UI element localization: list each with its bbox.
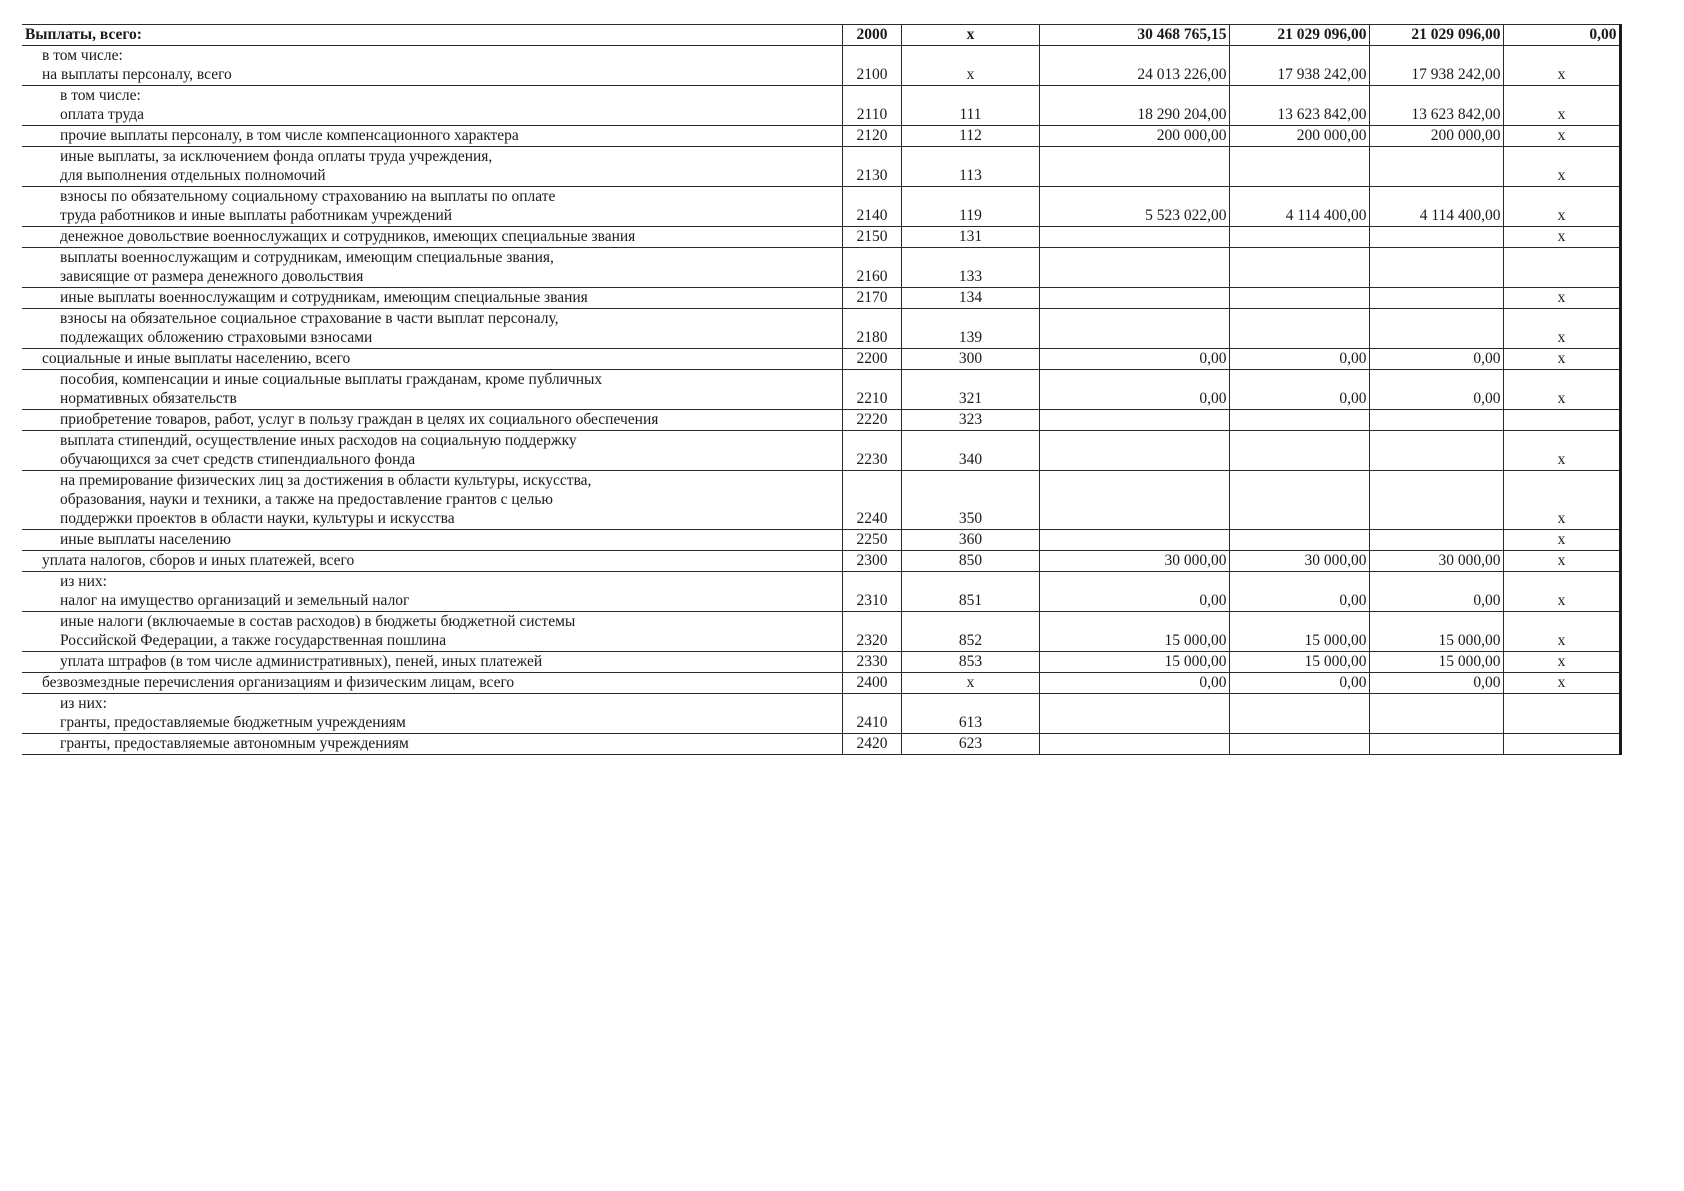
row-name-line: выплаты военнослужащим и сотрудникам, имеющим специальные звания, [60, 249, 554, 266]
row-code: 2150 [842, 227, 901, 248]
expenditure-table [22, 24, 1622, 755]
row-kbk: 112 [901, 126, 1039, 147]
row-name [22, 431, 842, 471]
row-value-3: 15 000,00 [1369, 612, 1503, 652]
row-value-4: x [1503, 309, 1620, 349]
table-row [22, 551, 1620, 572]
row-name-line: зависящие от размера денежного довольствия [60, 268, 364, 285]
row-kbk: 133 [901, 248, 1039, 288]
row-kbk: x [901, 25, 1039, 46]
row-code: 2400 [842, 673, 901, 694]
row-name [22, 25, 842, 46]
row-value-1: 18 290 204,00 [1039, 86, 1229, 126]
row-name-line: подлежащих обложению страховыми взносами [60, 329, 373, 346]
row-name-line: образования, науки и техники, а также на предоставление грантов с целью [60, 491, 553, 508]
row-name [22, 471, 842, 530]
row-value-1 [1039, 471, 1229, 530]
row-value-2: 17 938 242,00 [1229, 46, 1369, 86]
row-code: 2170 [842, 288, 901, 309]
row-value-1: 15 000,00 [1039, 652, 1229, 673]
row-name-line: пособия, компенсации и иные социальные выплаты гражданам, кроме публичных [60, 371, 603, 388]
row-value-3 [1369, 530, 1503, 551]
row-value-3 [1369, 227, 1503, 248]
row-kbk: 623 [901, 734, 1039, 755]
row-name-line: уплата налогов, сборов и иных платежей, всего [42, 552, 355, 569]
row-kbk: 323 [901, 410, 1039, 431]
row-kbk: 113 [901, 147, 1039, 187]
row-value-2 [1229, 248, 1369, 288]
row-value-4 [1503, 694, 1620, 734]
table-row [22, 86, 1620, 126]
row-value-3: 13 623 842,00 [1369, 86, 1503, 126]
row-code: 2250 [842, 530, 901, 551]
row-name-line: денежное довольствие военнослужащих и сотрудников, имеющих специальные звания [60, 228, 636, 245]
row-code: 2110 [842, 86, 901, 126]
row-name-line: взносы по обязательному социальному страхованию на выплаты по оплате [60, 188, 556, 205]
row-code: 2210 [842, 370, 901, 410]
row-name [22, 46, 842, 86]
row-code: 2180 [842, 309, 901, 349]
row-name [22, 370, 842, 410]
row-value-1: 200 000,00 [1039, 126, 1229, 147]
row-name [22, 673, 842, 694]
row-value-2 [1229, 431, 1369, 471]
row-name-line: Российской Федерации, а также государственная пошлина [60, 632, 447, 649]
row-value-4: x [1503, 288, 1620, 309]
row-code: 2300 [842, 551, 901, 572]
table-row [22, 471, 1620, 530]
row-name-line: нормативных обязательств [60, 390, 237, 407]
row-code: 2130 [842, 147, 901, 187]
row-value-2 [1229, 471, 1369, 530]
row-value-3: 17 938 242,00 [1369, 46, 1503, 86]
row-kbk: 340 [901, 431, 1039, 471]
table-row [22, 370, 1620, 410]
table-row [22, 734, 1620, 755]
row-value-2 [1229, 147, 1369, 187]
row-value-4: x [1503, 147, 1620, 187]
row-value-1: 0,00 [1039, 349, 1229, 370]
row-value-2 [1229, 694, 1369, 734]
row-code: 2100 [842, 46, 901, 86]
row-value-2: 4 114 400,00 [1229, 187, 1369, 227]
row-code: 2220 [842, 410, 901, 431]
row-name-line: Выплаты, всего: [25, 26, 142, 43]
row-kbk: 111 [901, 86, 1039, 126]
row-name-line: прочие выплаты персоналу, в том числе компенсационного характера [60, 127, 519, 144]
row-value-4: x [1503, 187, 1620, 227]
row-code: 2310 [842, 572, 901, 612]
row-name-line: иные налоги (включаемые в состав расходов) в бюджеты бюджетной системы [60, 613, 576, 630]
row-value-3: 0,00 [1369, 349, 1503, 370]
row-name-line: социальные и иные выплаты населению, всего [42, 350, 351, 367]
row-value-2: 0,00 [1229, 349, 1369, 370]
row-code: 2230 [842, 431, 901, 471]
row-name-line: выплата стипендий, осуществление иных расходов на социальную поддержку [60, 432, 577, 449]
row-value-4: x [1503, 86, 1620, 126]
row-value-4: x [1503, 673, 1620, 694]
row-value-3 [1369, 694, 1503, 734]
row-value-3 [1369, 147, 1503, 187]
row-name [22, 652, 842, 673]
row-name-line: налог на имущество организаций и земельный налог [60, 592, 410, 609]
row-name-line: взносы на обязательное социальное страхование в части выплат персоналу, [60, 310, 559, 327]
row-value-2: 0,00 [1229, 673, 1369, 694]
row-name [22, 410, 842, 431]
row-code: 2160 [842, 248, 901, 288]
row-value-1 [1039, 147, 1229, 187]
row-value-4: x [1503, 572, 1620, 612]
row-name-line: безвозмездные перечисления организациям и физическим лицам, всего [42, 674, 515, 691]
row-value-4: x [1503, 46, 1620, 86]
row-value-3: 200 000,00 [1369, 126, 1503, 147]
row-name-line: оплата труда [60, 106, 145, 123]
row-value-4: x [1503, 652, 1620, 673]
row-value-1: 0,00 [1039, 370, 1229, 410]
row-name-line: поддержки проектов в области науки, культуры и искусства [60, 510, 455, 527]
row-value-2 [1229, 309, 1369, 349]
row-value-3: 0,00 [1369, 572, 1503, 612]
table-row [22, 309, 1620, 349]
row-value-1 [1039, 227, 1229, 248]
row-name-line: в том числе: [42, 47, 123, 64]
table-row [22, 227, 1620, 248]
row-name-line: гранты, предоставляемые автономным учреждениям [60, 735, 409, 752]
row-kbk: 321 [901, 370, 1039, 410]
row-code: 2120 [842, 126, 901, 147]
row-value-3 [1369, 734, 1503, 755]
table-row [22, 410, 1620, 431]
row-value-1 [1039, 248, 1229, 288]
row-value-2: 15 000,00 [1229, 612, 1369, 652]
table-row [22, 288, 1620, 309]
row-value-1: 5 523 022,00 [1039, 187, 1229, 227]
table-row [22, 187, 1620, 227]
row-name [22, 530, 842, 551]
table-row [22, 431, 1620, 471]
row-name-line: на премирование физических лиц за достижения в области культуры, искусства, [60, 472, 592, 489]
table-row [22, 673, 1620, 694]
row-value-4: x [1503, 349, 1620, 370]
row-value-2 [1229, 734, 1369, 755]
row-kbk: 134 [901, 288, 1039, 309]
row-value-3: 21 029 096,00 [1369, 25, 1503, 46]
row-value-1: 0,00 [1039, 673, 1229, 694]
row-name-line: на выплаты персоналу, всего [42, 66, 232, 83]
table-row [22, 530, 1620, 551]
row-value-4 [1503, 410, 1620, 431]
row-value-1: 30 468 765,15 [1039, 25, 1229, 46]
row-name [22, 612, 842, 652]
row-value-4: x [1503, 612, 1620, 652]
row-value-2: 15 000,00 [1229, 652, 1369, 673]
table-row [22, 694, 1620, 734]
row-kbk: 300 [901, 349, 1039, 370]
row-kbk: 853 [901, 652, 1039, 673]
row-name-line: в том числе: [60, 87, 141, 104]
row-name-line: уплата штрафов (в том числе административных), пеней, иных платежей [60, 653, 543, 670]
row-value-2 [1229, 410, 1369, 431]
row-value-2: 13 623 842,00 [1229, 86, 1369, 126]
row-kbk: 360 [901, 530, 1039, 551]
row-value-3 [1369, 410, 1503, 431]
row-value-3: 4 114 400,00 [1369, 187, 1503, 227]
row-name-line: труда работников и иные выплаты работникам учреждений [60, 207, 453, 224]
row-value-1: 0,00 [1039, 572, 1229, 612]
row-kbk: 852 [901, 612, 1039, 652]
row-value-3: 15 000,00 [1369, 652, 1503, 673]
row-kbk: 350 [901, 471, 1039, 530]
table-row [22, 248, 1620, 288]
row-name [22, 187, 842, 227]
row-value-1: 30 000,00 [1039, 551, 1229, 572]
row-value-1 [1039, 288, 1229, 309]
row-value-4 [1503, 734, 1620, 755]
row-value-4: x [1503, 431, 1620, 471]
row-kbk: 131 [901, 227, 1039, 248]
row-value-3 [1369, 431, 1503, 471]
table-row [22, 349, 1620, 370]
table-row [22, 25, 1620, 46]
row-name-line: иные выплаты населению [60, 531, 231, 548]
row-value-4: 0,00 [1503, 25, 1620, 46]
row-name [22, 288, 842, 309]
row-kbk: 613 [901, 694, 1039, 734]
row-name-line: гранты, предоставляемые бюджетным учреждениям [60, 714, 406, 731]
row-name [22, 694, 842, 734]
table-row [22, 612, 1620, 652]
row-name [22, 572, 842, 612]
row-kbk: 139 [901, 309, 1039, 349]
row-value-3: 0,00 [1369, 673, 1503, 694]
row-value-2: 21 029 096,00 [1229, 25, 1369, 46]
row-name-line: из них: [60, 695, 107, 712]
row-value-1: 15 000,00 [1039, 612, 1229, 652]
row-code: 2330 [842, 652, 901, 673]
row-value-1: 24 013 226,00 [1039, 46, 1229, 86]
row-value-4: x [1503, 530, 1620, 551]
row-value-3 [1369, 471, 1503, 530]
row-value-2: 0,00 [1229, 572, 1369, 612]
row-value-4 [1503, 248, 1620, 288]
row-value-1 [1039, 530, 1229, 551]
row-kbk: 850 [901, 551, 1039, 572]
row-value-1 [1039, 694, 1229, 734]
row-kbk: x [901, 673, 1039, 694]
row-value-2 [1229, 530, 1369, 551]
row-value-1 [1039, 410, 1229, 431]
table-row [22, 147, 1620, 187]
row-name-line: из них: [60, 573, 107, 590]
row-code: 2200 [842, 349, 901, 370]
row-code: 2140 [842, 187, 901, 227]
row-name-line: приобретение товаров, работ, услуг в пользу граждан в целях их социального обеспечения [60, 411, 659, 428]
table-row [22, 572, 1620, 612]
row-value-3 [1369, 288, 1503, 309]
row-kbk: 851 [901, 572, 1039, 612]
row-value-2 [1229, 288, 1369, 309]
row-value-2: 30 000,00 [1229, 551, 1369, 572]
row-code: 2320 [842, 612, 901, 652]
row-name-line: обучающихся за счет средств стипендиального фонда [60, 451, 416, 468]
row-value-4: x [1503, 471, 1620, 530]
row-value-2: 200 000,00 [1229, 126, 1369, 147]
row-value-3 [1369, 248, 1503, 288]
row-value-3: 0,00 [1369, 370, 1503, 410]
row-value-1 [1039, 734, 1229, 755]
row-code: 2420 [842, 734, 901, 755]
row-name [22, 147, 842, 187]
row-value-1 [1039, 431, 1229, 471]
row-name [22, 551, 842, 572]
row-name [22, 86, 842, 126]
row-value-3 [1369, 309, 1503, 349]
row-name [22, 734, 842, 755]
table-body [22, 25, 1620, 755]
row-value-4: x [1503, 551, 1620, 572]
row-name-line: иные выплаты, за исключением фонда оплаты труда учреждения, [60, 148, 493, 165]
row-value-3: 30 000,00 [1369, 551, 1503, 572]
row-name [22, 126, 842, 147]
row-value-2 [1229, 227, 1369, 248]
table-row [22, 126, 1620, 147]
row-kbk: 119 [901, 187, 1039, 227]
row-name-line: иные выплаты военнослужащим и сотрудникам, имеющим специальные звания [60, 289, 588, 306]
row-code: 2410 [842, 694, 901, 734]
table-row [22, 46, 1620, 86]
row-code: 2000 [842, 25, 901, 46]
row-name-line: для выполнения отдельных полномочий [60, 167, 326, 184]
row-value-4: x [1503, 227, 1620, 248]
row-value-4: x [1503, 126, 1620, 147]
row-code: 2240 [842, 471, 901, 530]
row-value-1 [1039, 309, 1229, 349]
row-name [22, 349, 842, 370]
row-value-2: 0,00 [1229, 370, 1369, 410]
row-name [22, 309, 842, 349]
row-name [22, 248, 842, 288]
row-name [22, 227, 842, 248]
row-kbk: x [901, 46, 1039, 86]
table-row [22, 652, 1620, 673]
row-value-4: x [1503, 370, 1620, 410]
